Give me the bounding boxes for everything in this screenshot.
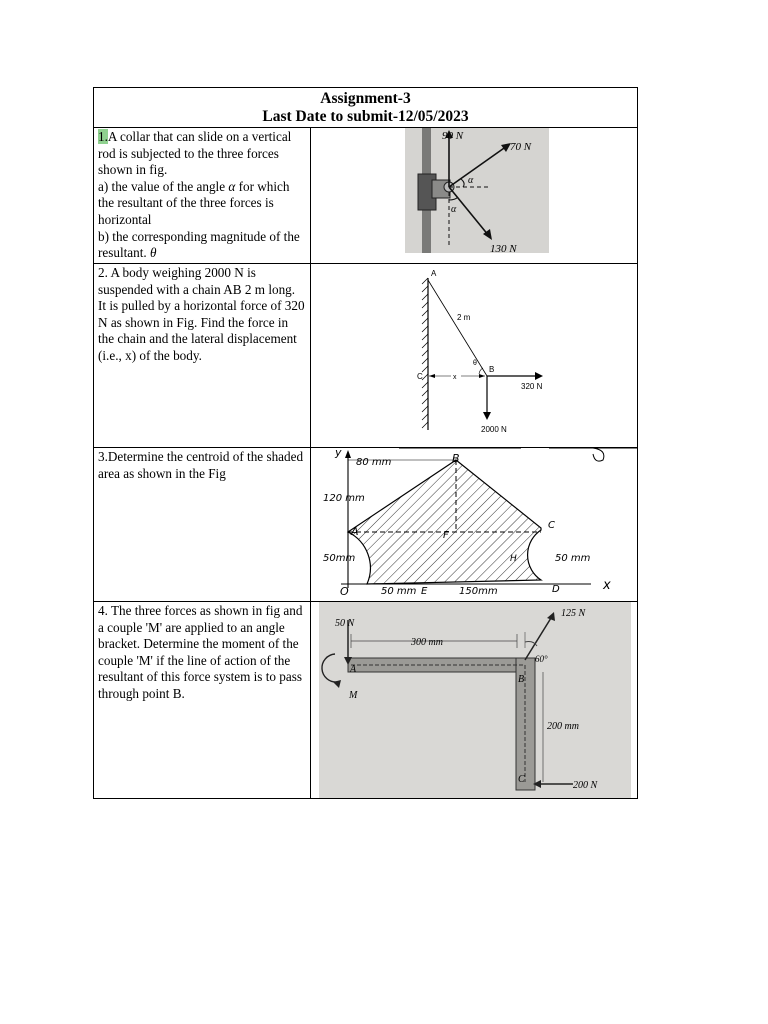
question-1-text: 1.A collar that can slide on a vertical rod is subjected to the three forces shown in fig. a) the value of the angle α for which the resultant of the three forces is horizontal b) the corresponding magnitude of the resultant. θ <box>94 128 311 263</box>
question-row-2 <box>94 264 637 448</box>
assignment-title: Assignment-3 <box>320 90 411 107</box>
point-c-label: C <box>417 372 423 381</box>
force-125n-label: 125 N <box>561 608 586 619</box>
theta-symbol: θ <box>150 245 157 261</box>
label-90n: 90 N <box>442 130 464 142</box>
question-row-4 <box>94 602 637 798</box>
force-200n-label: 200 N <box>573 780 598 791</box>
submission-deadline: Last Date to submit-12/05/2023 <box>262 108 469 125</box>
point-f-label: F <box>443 530 449 541</box>
y-axis-label: y <box>335 448 342 459</box>
bracket-diagram <box>311 602 637 798</box>
label-130n: 130 N <box>490 243 517 255</box>
x-label: x <box>453 374 457 381</box>
dim-80mm: 80 mm <box>356 457 392 468</box>
point-b-label: B <box>452 452 460 465</box>
point-b-label: B <box>518 674 525 685</box>
chain-diagram <box>311 264 637 447</box>
alpha-symbol: α <box>228 178 236 194</box>
collar-diagram <box>311 128 637 263</box>
origin-label: O <box>340 585 349 598</box>
question-row-1 <box>94 128 637 264</box>
dim-300mm: 300 mm <box>411 637 443 648</box>
dim-50mm-bottom: 50 mm <box>381 586 417 597</box>
alpha-label-top: α <box>468 175 474 186</box>
centroid-diagram <box>311 448 637 601</box>
question-row-3 <box>94 448 637 602</box>
question-4-text: 4. The three forces as shown in fig and a couple 'M' are applied to an angle bracket. Determine the moment of the couple 'M' if the line of action of the resultant of this force system is to pass through point B. <box>94 602 311 798</box>
couple-m-label: M <box>349 690 358 701</box>
point-a-label: A <box>351 525 359 538</box>
weight-label: 2000 N <box>481 425 507 434</box>
question-3-text: 3.Determine the centroid of the shaded area as shown in the Fig <box>94 448 311 601</box>
question-2-figure <box>311 264 637 447</box>
dim-150mm: 150mm <box>459 586 498 597</box>
x-axis-label: x <box>603 578 611 593</box>
dim-50mm-right: 50 mm <box>555 553 591 564</box>
question-2-text: 2. A body weighing 2000 N is suspended with a chain AB 2 m long. It is pulled by a horizontal force of 320 N as shown in Fig. Find the force in the chain and the lateral displacement (i.e., x) of the body. <box>94 264 311 447</box>
angle-60-label: 60° <box>535 654 548 664</box>
point-d-label: D <box>552 584 560 595</box>
dim-120mm: 120 mm <box>323 493 365 504</box>
chain-length-label: 2 m <box>457 313 471 322</box>
point-h-label: H <box>510 554 517 564</box>
point-b-label: B <box>489 365 495 374</box>
point-a-label: A <box>350 664 357 675</box>
question-1-number: 1. <box>98 129 108 144</box>
dim-200mm: 200 mm <box>547 721 579 732</box>
point-e-label: E <box>421 586 428 597</box>
point-a-label: A <box>431 269 437 278</box>
force-50n-label: 50 N <box>335 618 355 629</box>
question-4-figure <box>311 602 637 798</box>
assignment-header <box>94 88 637 128</box>
assignment-table <box>93 87 638 799</box>
horizontal-force-label: 320 N <box>521 382 543 391</box>
point-c-label: C <box>548 520 555 531</box>
point-c-label: C <box>518 774 525 785</box>
question-1-figure <box>311 128 637 263</box>
alpha-label-bottom: α <box>451 204 457 215</box>
dim-50mm-left: 50mm <box>323 553 356 564</box>
question-3-figure <box>311 448 637 601</box>
theta-label: θ <box>473 360 477 367</box>
label-70n: 70 N <box>510 141 532 153</box>
